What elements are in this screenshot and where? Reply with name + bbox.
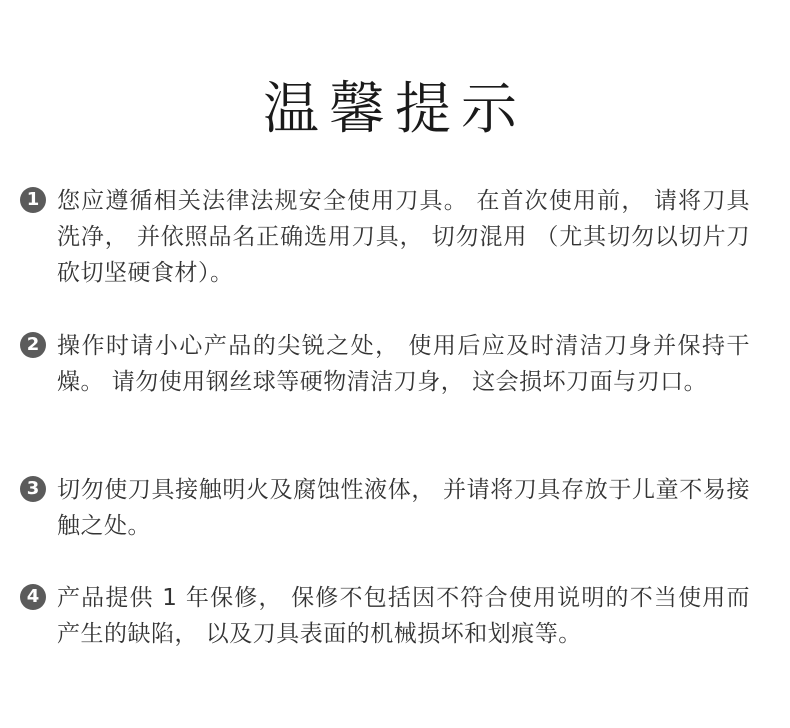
- notice-number-badge: 1: [20, 187, 46, 213]
- notice-text: 操作时请小心产品的尖锐之处， 使用后应及时清洁刀身并保持干燥。 请勿使用钢丝球等硬物清洁刀身， 这会损坏刀面与刃口。: [57, 333, 750, 395]
- page-title: 温馨提示: [263, 77, 527, 142]
- notice-item-4: [20, 580, 750, 652]
- notice-item-2: [20, 328, 750, 400]
- notice-item-3: [20, 472, 750, 544]
- notice-text: 产品提供 1 年保修， 保修不包括因不符合使用说明的不当使用而产生的缺陷， 以及刀具表面的机械损坏和划痕等。: [57, 585, 750, 647]
- notice-item-1: [20, 183, 750, 291]
- notice-text: 您应遵循相关法律法规安全使用刀具。 在首次使用前， 请将刀具洗净， 并依照品名正确选用刀具， 切勿混用 （尤其切勿以切片刀砍切坚硬食材）。: [57, 188, 750, 286]
- notice-number-badge: 2: [20, 332, 46, 358]
- notice-text: 切勿使刀具接触明火及腐蚀性液体， 并请将刀具存放于儿童不易接触之处。: [57, 477, 750, 539]
- notice-number-badge: 3: [20, 476, 46, 502]
- notice-number-badge: 4: [20, 584, 46, 610]
